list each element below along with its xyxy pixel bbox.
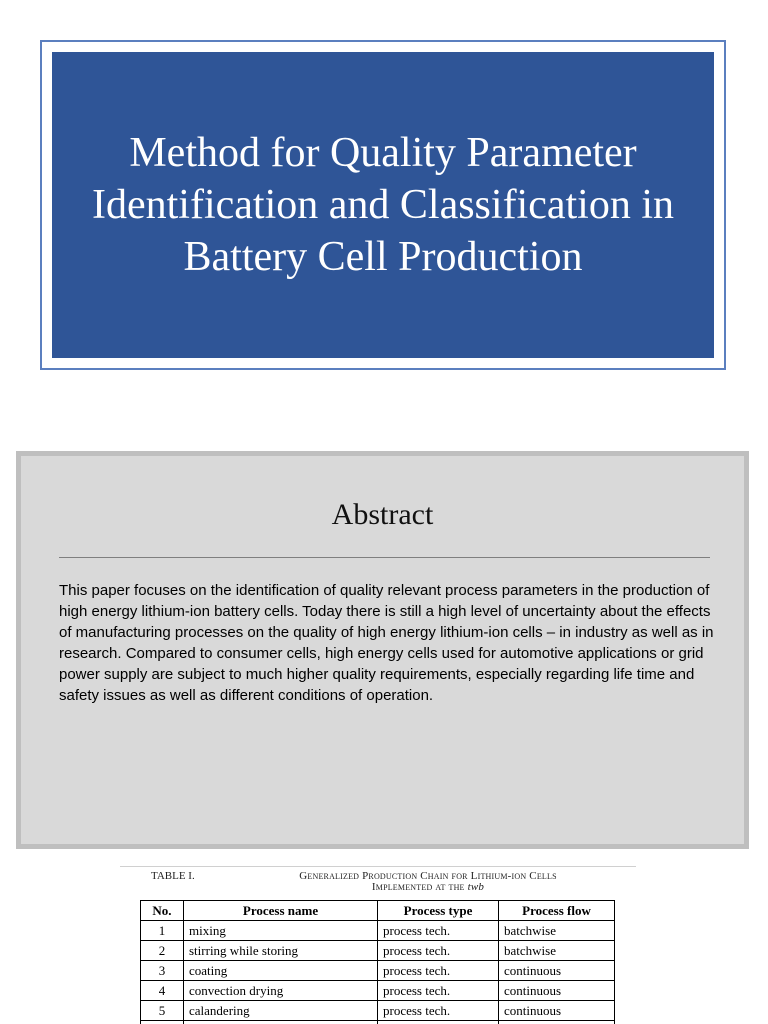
table-cell: process tech. — [378, 981, 499, 1001]
column-header: No. — [141, 901, 184, 921]
table-cell — [184, 1021, 378, 1024]
table-row — [141, 1021, 615, 1024]
table-cell: stirring while storing — [184, 941, 378, 961]
table-cell: continuous — [499, 981, 615, 1001]
abstract-panel — [16, 451, 749, 849]
table-cell: 5 — [141, 1001, 184, 1021]
table-cell: process tech. — [378, 921, 499, 941]
table-cell: convection drying — [184, 981, 378, 1001]
table-cell: continuous — [499, 1001, 615, 1021]
table-cell: mixing — [184, 921, 378, 941]
table-header-row — [141, 901, 615, 921]
table-caption-italic: twb — [467, 881, 485, 893]
table-caption-line2-text: Implemented at the — [371, 881, 465, 893]
table-caption-line2 — [220, 882, 636, 893]
table-cell: 3 — [141, 961, 184, 981]
table-caption-line1: Generalized Production Chain for Lithium-ion Cells — [299, 870, 557, 882]
process-table — [140, 900, 615, 1024]
table-caption-title — [220, 871, 636, 893]
title-banner — [52, 52, 714, 358]
table-cell: coating — [184, 961, 378, 981]
table-figure — [120, 866, 636, 1024]
table-cell: 1 — [141, 921, 184, 941]
table-cell: process tech. — [378, 1001, 499, 1021]
table-row — [141, 921, 615, 941]
table-cell: process tech. — [378, 941, 499, 961]
table-cell — [141, 1021, 184, 1024]
table-label: TABLE I. — [151, 870, 195, 882]
table-row — [141, 941, 615, 961]
table-row — [141, 961, 615, 981]
table-cell: calandering — [184, 1001, 378, 1021]
table-cell: batchwise — [499, 941, 615, 961]
table-cell: continuous — [499, 961, 615, 981]
table-row — [141, 981, 615, 1001]
table-cell: process tech. — [378, 961, 499, 981]
table-row — [141, 1001, 615, 1021]
column-header: Process flow — [499, 901, 615, 921]
table-cell: 2 — [141, 941, 184, 961]
column-header: Process type — [378, 901, 499, 921]
column-header: Process name — [184, 901, 378, 921]
title-frame — [40, 40, 726, 370]
abstract-divider — [59, 557, 710, 558]
table-cell: batchwise — [499, 921, 615, 941]
table-cell — [499, 1021, 615, 1024]
abstract-heading: Abstract — [331, 498, 434, 531]
table-top-rule — [120, 866, 636, 867]
abstract-body: This paper focuses on the identification of quality relevant process parameters in the production of high energy lithium-ion battery cells. Today there is still a high level of uncertainty about the effects of manufacturing processes on the quality of high energy lithium-ion cells – in industry as well as in research. Compared to consumer cells, high energy cells used for automotive applications or grid power supply are subject to much higher quality requirements, especially regarding life time and safety issues as well as different conditions of operation. — [59, 582, 714, 704]
table-cell — [378, 1021, 499, 1024]
document-title: Method for Quality Parameter Identification and Classification in Battery Cell Production — [92, 130, 675, 280]
table-cell: 4 — [141, 981, 184, 1001]
